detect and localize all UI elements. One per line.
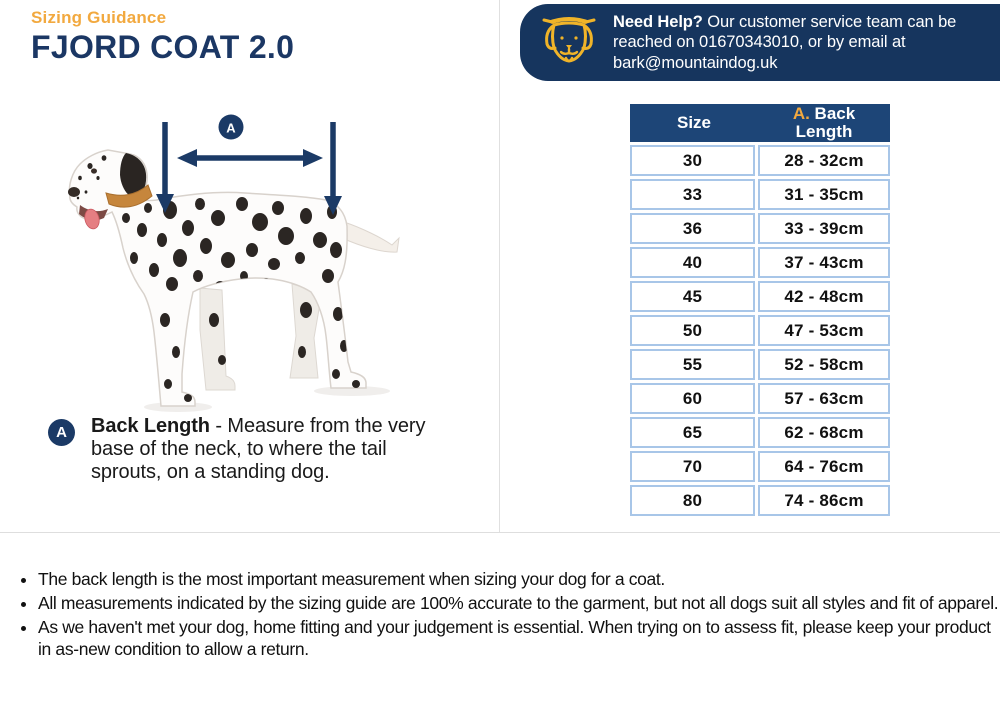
caption-text bbox=[91, 415, 428, 485]
cell-back-length: 74 - 86cm bbox=[758, 485, 890, 516]
cell-back-length: 33 - 39cm bbox=[758, 213, 890, 244]
cell-size: 50 bbox=[630, 315, 755, 346]
cell-size: 45 bbox=[630, 281, 755, 312]
header-back-label: Back Length bbox=[795, 104, 856, 141]
table-row bbox=[630, 417, 890, 448]
header-back-prefix: A. bbox=[792, 104, 810, 124]
cell-back-length: 28 - 32cm bbox=[758, 145, 890, 176]
table-row bbox=[630, 451, 890, 482]
cell-size: 70 bbox=[630, 451, 755, 482]
cell-back-length: 31 - 35cm bbox=[758, 179, 890, 210]
table-row bbox=[630, 179, 890, 210]
dog-photo bbox=[30, 100, 450, 420]
help-text bbox=[613, 12, 985, 72]
horizontal-divider bbox=[0, 532, 1000, 533]
cell-size: 55 bbox=[630, 349, 755, 380]
cell-back-length: 42 - 48cm bbox=[758, 281, 890, 312]
caption-a-badge: A bbox=[48, 419, 75, 446]
cell-size: 80 bbox=[630, 485, 755, 516]
table-row bbox=[630, 247, 890, 278]
table-row bbox=[630, 383, 890, 414]
cell-size: 60 bbox=[630, 383, 755, 414]
table-row bbox=[630, 213, 890, 244]
marker-a-badge bbox=[219, 115, 244, 140]
size-table-header bbox=[630, 104, 890, 142]
header-back-length bbox=[758, 104, 890, 142]
help-text-body: Our customer service team can be reached on 01670343010, or by email at bark@mountaindog.uk bbox=[613, 13, 957, 72]
sizing-note: • As we haven't met your dog, home fitting and your judgement is essential. When trying on to assess fit, please keep your product in as-new condition to allow a return. bbox=[38, 616, 1000, 662]
cell-back-length: 64 - 76cm bbox=[758, 451, 890, 482]
table-row bbox=[630, 485, 890, 516]
cell-size: 33 bbox=[630, 179, 755, 210]
vertical-divider bbox=[499, 0, 500, 532]
back-length-caption bbox=[48, 415, 428, 485]
size-table bbox=[630, 104, 890, 516]
cell-back-length: 52 - 58cm bbox=[758, 349, 890, 380]
page-heading bbox=[31, 8, 294, 66]
cell-size: 40 bbox=[630, 247, 755, 278]
dog-measurement-diagram bbox=[30, 100, 450, 420]
table-row bbox=[630, 281, 890, 312]
sizing-note: • The back length is the most important measurement when sizing your dog for a coat. bbox=[38, 568, 1000, 591]
header-size: Size bbox=[676, 113, 712, 133]
table-row bbox=[630, 315, 890, 346]
cell-back-length: 62 - 68cm bbox=[758, 417, 890, 448]
marker-a-label: A bbox=[226, 120, 236, 136]
caption-body: - Measure from the very base of the neck, to where the tail sprouts, on a standing dog. bbox=[91, 415, 426, 484]
eyebrow-label: Sizing Guidance bbox=[31, 8, 167, 27]
cell-size: 36 bbox=[630, 213, 755, 244]
cell-size: 30 bbox=[630, 145, 755, 176]
page-title: FJORD COAT 2.0 bbox=[31, 29, 295, 65]
need-help-banner bbox=[520, 4, 1000, 81]
cell-size: 65 bbox=[630, 417, 755, 448]
cell-back-length: 57 - 63cm bbox=[758, 383, 890, 414]
help-text-bold: Need Help? bbox=[613, 13, 703, 32]
table-row bbox=[630, 349, 890, 380]
dog-face-icon bbox=[540, 8, 598, 77]
cell-back-length: 37 - 43cm bbox=[758, 247, 890, 278]
cell-back-length: 47 - 53cm bbox=[758, 315, 890, 346]
sizing-note: • All measurements indicated by the sizing guide are 100% accurate to the garment, but not all dogs suit all styles and fit of apparel. bbox=[38, 592, 1000, 615]
sizing-notes-list bbox=[18, 568, 1000, 662]
table-row bbox=[630, 145, 890, 176]
caption-bold: Back Length bbox=[91, 415, 210, 437]
